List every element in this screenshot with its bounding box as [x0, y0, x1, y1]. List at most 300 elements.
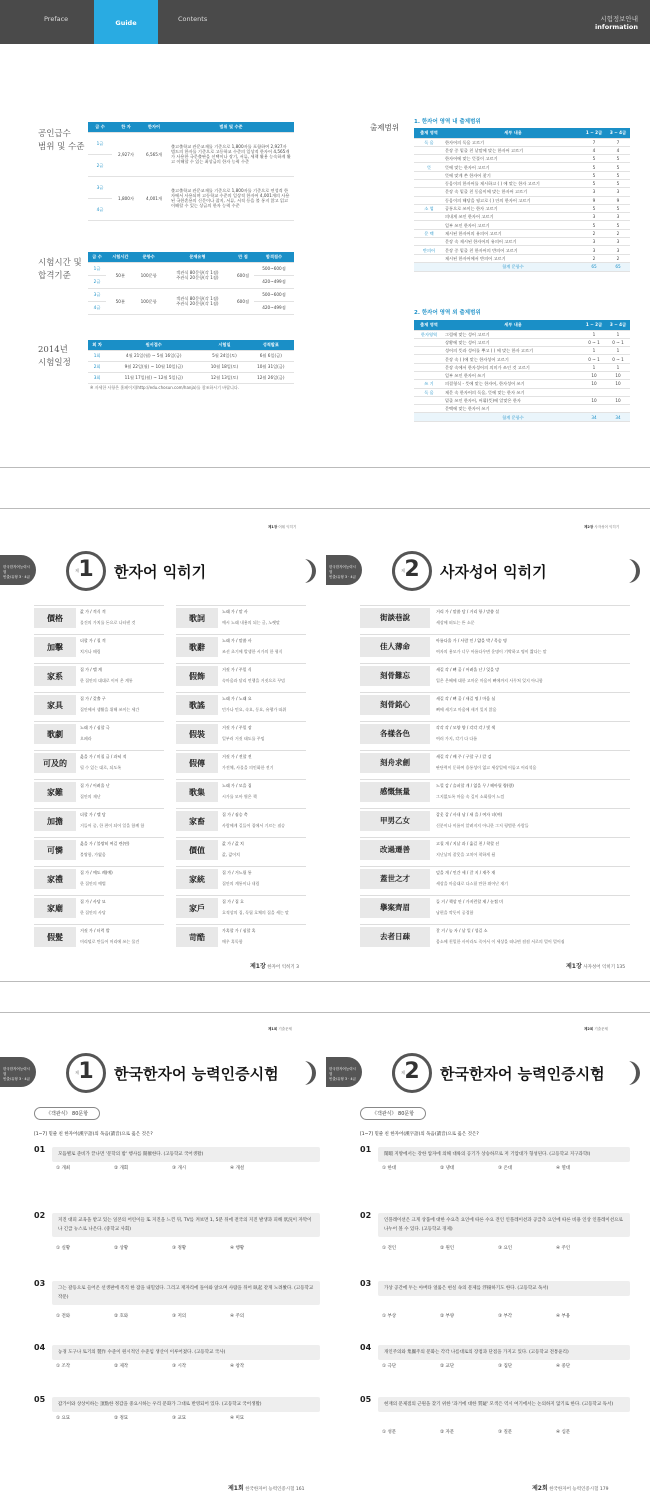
hanja-word: 歌集 [176, 782, 218, 802]
answer-option[interactable]: ② 자문 [440, 1430, 455, 1435]
range-cell: 10 [606, 396, 630, 404]
answer-option[interactable]: ① 개최 [56, 1166, 71, 1171]
range-cell: 소 업 [414, 204, 444, 212]
schedule-cell: 2회 [88, 361, 106, 372]
vocab-pages [0, 508, 650, 982]
question-number: 05 [360, 1395, 372, 1404]
chapter-tag-left: 제1장 어휘 익히기 [268, 525, 297, 529]
exam-tag-left: 제1회 기출문제 [268, 1027, 292, 1031]
hanja-word: 家廟 [34, 898, 76, 918]
range-cell: 1 [606, 347, 630, 355]
table-header: 세부 내용 [444, 128, 582, 138]
word-meaning: 머리털로 만들어 머리에 쓰는 물건 [80, 939, 140, 944]
section2-title: 2. 한자어 영역 외 출제범위 [414, 310, 481, 316]
table-row [414, 380, 630, 388]
answer-option[interactable]: ③ 질문 [498, 1430, 513, 1435]
range-cell [414, 213, 444, 221]
answer-option[interactable]: ④ 개설 [230, 1166, 245, 1171]
range-cell [414, 179, 444, 187]
question-number: 02 [360, 1211, 372, 1220]
word-meaning: 그지없도록 마음 속 깊이 소회될어 느낌 [436, 794, 505, 799]
table-header: 한 자 [112, 122, 140, 132]
table-row [414, 338, 630, 346]
hanja-reading: 고칠 개 / 지날 과 / 옮길 천 / 착할 선 [436, 841, 500, 846]
hanja-reading: 노래 가 / 말 사 [222, 609, 248, 614]
total-cell: 65 [606, 262, 630, 271]
hanja-word: 歌辭 [176, 637, 218, 657]
hanja-reading: 옳을 가 / 미칠 급 / 과녁 적 [80, 754, 127, 759]
range-cell: 문장 속 ( )에 맞는 한자성어 고르기 [444, 355, 582, 363]
range-cell [414, 413, 444, 422]
answer-option[interactable]: ③ 집단 [498, 1364, 513, 1369]
table-header: 문항수 [135, 252, 163, 262]
range-cell [414, 146, 444, 154]
answer-option[interactable]: ② 상황 [114, 1246, 129, 1251]
hanja-word: 加擊 [34, 637, 76, 657]
answer-options [56, 1363, 288, 1369]
type-line: 주관식 20문항(각 1점) [176, 275, 219, 280]
answer-option[interactable]: ③ 부각 [498, 1314, 513, 1319]
range-cell: 10 [582, 380, 606, 388]
info-en: information [595, 23, 638, 31]
vocab-entry [360, 779, 630, 804]
word-meaning: 매우 혹독함 [222, 939, 243, 944]
range-cell [606, 405, 630, 413]
answer-option[interactable]: ② 교단 [440, 1364, 455, 1369]
range-cell: 그림에 맞는 성어 고르기 [444, 330, 582, 338]
hanja-reading: 더할 가 / 멜 담 [80, 812, 106, 817]
answer-option[interactable]: ① 견인 [382, 1246, 397, 1251]
schedule-cell: 12월 26일(금) [248, 372, 294, 383]
nav-guide[interactable]: Guide [94, 0, 158, 44]
range-cell: 반의어 [414, 246, 444, 254]
range-cell: 5 [582, 163, 606, 171]
hanja-word: 家禮 [34, 869, 76, 889]
level-desc-cell: 출고출학교 관문교재를 기준으로 1,800자를 포함하여 2,927자 범드의 한자를 기준으로 고등학교 수준의 일상적 한자어 4,565개가 사용한 국문출판을 선택이나 장기, 서류, 세책 활용 능숙하게 활고 이해할 수 있는 최상급의 한자 능력 수준 [168, 132, 294, 176]
hanja-word: 刻骨難忘 [360, 666, 430, 686]
schedule-cell: 4월 21일(월) ~ 5월 16일(금) [106, 350, 201, 361]
answer-option[interactable]: ④ 창작 [230, 1364, 245, 1369]
answer-options [56, 1313, 288, 1319]
range-cell: 3 [606, 213, 630, 221]
table-row [414, 229, 630, 237]
hanja-word: 家畜 [176, 811, 218, 831]
table-row [414, 238, 630, 246]
vocab-entry [176, 605, 306, 630]
range-cell: 10 [582, 371, 606, 379]
hanja-word: 假裝 [176, 724, 218, 744]
hanja-reading: 집 가 / 갖출 구 [80, 696, 106, 701]
table-header: 만 점 [232, 252, 254, 262]
answer-option[interactable]: ③ 온대 [498, 1166, 513, 1171]
schedule-cell: 6월 6일(금) [248, 350, 294, 361]
vocab-entry [360, 605, 630, 630]
info-ko: 시험정보안내 [600, 15, 638, 23]
answer-option[interactable]: ① 조작 [56, 1364, 71, 1369]
range-cell: 3 [582, 213, 606, 221]
hanja-word: 刻舟求劍 [360, 753, 430, 773]
vocab-entry [176, 895, 306, 920]
answer-option[interactable]: ② 개회 [114, 1166, 129, 1171]
table-row [414, 355, 630, 363]
answer-options [382, 1165, 614, 1171]
hanja-word: 家戶 [176, 898, 218, 918]
hanja-reading: 새길 각 / 뼈 골 / 새길 명 / 마음 심 [436, 696, 496, 701]
hanja-reading: 집 가 / 사당 묘 [80, 899, 106, 904]
char-count-cell: 2,927자 [112, 132, 140, 176]
pass-score-cell: 500~600점 [254, 262, 294, 275]
table-row [414, 138, 630, 146]
hanja-word: 家系 [34, 666, 76, 686]
range-cell: 9 [582, 196, 606, 204]
table-header: 성적발표 [248, 340, 294, 350]
vocab-entry [176, 634, 306, 659]
answer-option[interactable]: ② 호와 [114, 1314, 129, 1319]
table-row [414, 155, 630, 163]
level-desc-cell: 출고출학교 관문교재를 기준으로 1,800자를 기준으로 연성격 한자에서 사용되며 고등학교 수준의 일상적 한자어 4,001개의 사용된 국한혼용의 신문이나 잡지, 서류, 서적 등을 볼 통지 않고 읽고 이해할 수 있는 상급의 한자 능력 수준 [168, 176, 294, 220]
footer-left: 제1회 한국한자어 능력인증시험 161 [228, 1485, 305, 1492]
answer-option[interactable]: ① 극단 [382, 1364, 397, 1369]
table-row [88, 361, 294, 372]
answer-option[interactable]: ② 냉대 [440, 1166, 455, 1171]
range-cell: 한자어에 맞는 뜻풀이 고르기 [444, 155, 582, 163]
table-row [414, 363, 630, 371]
word-meaning: 시가를 모아 엮은 책 [222, 794, 257, 799]
word-meaning: 사람에게 길들어 집에서 기르는 짐승 [222, 823, 286, 828]
vocab-entry [34, 866, 164, 891]
vocab-entry [34, 692, 164, 717]
grade-cell: 3급 [88, 288, 106, 301]
hanja-word: 甲男乙女 [360, 811, 430, 831]
range-cell: 5 [606, 221, 630, 229]
section2-table [414, 320, 630, 422]
answer-option[interactable]: ④ 주의 [230, 1314, 245, 1319]
range-cell: 2 [606, 229, 630, 237]
vocab-entry [360, 721, 630, 746]
range-cell: 제문 속 한자어의 독음, 뜻에 맞는 한자 쓰기 [444, 388, 582, 396]
type-line: 객관식 80문항(각 1점) [176, 296, 219, 301]
answer-option[interactable]: ① 요묘 [56, 1416, 71, 1421]
hanja-reading: 노래 가 / 심할 극 [80, 725, 110, 730]
hanja-reading: 집 가 / 집 호 [222, 899, 244, 904]
range-cell: 1 [606, 363, 630, 371]
grade-cell: 1급 [88, 262, 106, 275]
table-header: 시험일 [201, 340, 247, 350]
grade-table [88, 122, 294, 221]
hanja-reading: 느낄 감 / 슬퍼할 개 / 없을 무 / 헤아릴 량(량) [436, 783, 514, 788]
table-row [414, 254, 630, 262]
answer-option[interactable]: ④ 행황 [230, 1246, 245, 1251]
chapter-title-right: 사자성어 익히기 [440, 563, 547, 581]
hanja-reading: 갈 거 / 놈 자 / 날 일 / 성길 소 [436, 928, 488, 933]
range-cell: 5 [606, 179, 630, 187]
nav-preface[interactable]: Preface [44, 15, 69, 23]
hanja-word: 改過遷善 [360, 840, 430, 860]
hanja-reading: 노래 가 / 말씀 사 [222, 638, 252, 643]
question-text: 개인주의와 集團주의 문화는 각각 나름대로의 장점과 단점을 가지고 있다. (고등학교 전통윤리) [378, 1345, 630, 1360]
section1-table [414, 128, 630, 272]
range-cell [414, 371, 444, 379]
hanja-word: 價值 [176, 840, 218, 860]
answer-option[interactable]: ② 원인 [440, 1246, 455, 1251]
hanja-reading: 가혹할 가 / 심할 혹 [222, 928, 256, 933]
guide-page [0, 0, 650, 468]
range-cell [414, 262, 444, 271]
vocab-entry [176, 866, 306, 891]
word-meaning: 여자의 용모가 너무 아름다우면 운명이 기박하고 명이 짧다는 말 [436, 649, 547, 654]
range-cell [414, 196, 444, 204]
answer-option[interactable]: ② 부양 [440, 1314, 455, 1319]
range-cell [414, 221, 444, 229]
hanja-reading: 값 가 / 값 치 [222, 841, 244, 846]
question-number: 01 [360, 1145, 372, 1154]
range-cell: 2 [582, 229, 606, 237]
hanja-reading: 집 가 / 어려울 난 [80, 783, 110, 788]
footer-left: 제1장 한자어 익히기 3 [250, 963, 300, 970]
instruction-right: [1~7] 밑줄 친 한자어(漢字語)의 독음(讀音)으로 옳은 것은? [360, 1132, 479, 1137]
hanja-reading: 새길 각 / 뼈 골 / 어려울 난 / 잊을 망 [436, 667, 500, 672]
word-meaning: 치거나 때림 [80, 649, 101, 654]
answer-option[interactable]: ① 한대 [382, 1166, 397, 1171]
range-cell: 뜻 [414, 163, 444, 171]
range-cell: 밑줄 쓰인 한자어, 어휘(뜻)에 알맞은 한자 [444, 396, 582, 404]
table-row [414, 371, 630, 379]
hanja-reading: 집 가 / 맬 계 [80, 667, 102, 672]
answer-option[interactable]: ③ 저의 [172, 1314, 187, 1319]
question-text: 지진 대피 교육을 받고 있는 일본의 어린이들 또 지진을 느낀 뒤, TV를 켜보면 1, 5분 뒤에 전국의 지진 발생과 피해 狀況이 자막이나 긴급 뉴스로 나온다. (중학교 사회) [52, 1213, 320, 1237]
vocab-entry [360, 837, 630, 862]
chapter-circle-left: 제 1 [66, 551, 106, 591]
answer-option[interactable]: ① 부상 [382, 1314, 397, 1319]
answer-option[interactable]: ③ 시작 [172, 1364, 187, 1369]
vocab-entry [34, 750, 164, 775]
hanja-reading: 아름다울 가 / 사람 인 / 얇을 박 / 목숨 명 [436, 638, 507, 643]
range-cell: 1 [582, 347, 606, 355]
vocab-entry [360, 750, 630, 775]
hanja-reading: 갑옷 갑 / 사내 남 / 새 을 / 여자 녀(여) [436, 812, 503, 817]
range-cell: 1 [582, 330, 606, 338]
range-cell: 9 [606, 196, 630, 204]
objective-label-left: 《객관식》 80문항 [34, 1107, 100, 1120]
vocab-entry [176, 779, 306, 804]
table-header: 합격점수 [254, 252, 294, 262]
range-cell [414, 355, 444, 363]
hanja-word: 歌詞 [176, 608, 218, 628]
footer-right: 제2회 한국한자어 능력인증시험 179 [532, 1485, 609, 1492]
hanja-reading: 집 가 / 예도 례(예) [80, 870, 113, 875]
word-meaning: 몸소에 친밀한 사이라도 죽어서 이 세상을 떠나면 점점 서로의 멀어 멀어짐 [436, 939, 565, 944]
range-cell: 제시된 한자어에서 반의어 고르기 [444, 254, 582, 262]
grade-cell: 2급 [88, 154, 112, 176]
hanja-word: 歌劇 [34, 724, 76, 744]
range-cell: 문맥에 맞는 한자어 쓰기 [444, 405, 582, 413]
range-cell: 4 [606, 146, 630, 154]
schedule-note: ※ 자세한 사항은 홈페이지(http://edu.chosun.com/hanja)를 참조하시기 바랍니다. [90, 385, 240, 390]
type-cell [163, 288, 232, 314]
hanja-word: 去者日疎 [360, 927, 430, 947]
range-cell: 3 [582, 238, 606, 246]
range-cell: 3 [582, 188, 606, 196]
word-meaning: 한 집안의 예법 [80, 881, 106, 886]
answer-option[interactable]: ② 제작 [114, 1364, 129, 1369]
hanja-word: 家難 [34, 782, 76, 802]
range-cell: 일부 쓰인 한자어 쓰기 [444, 371, 582, 379]
hanja-reading: 값 가 / 격식 격 [80, 609, 106, 614]
table-header: 시험시간 [106, 252, 134, 262]
info-header [595, 15, 638, 31]
answer-option[interactable]: ④ 부용 [556, 1314, 571, 1319]
answer-option[interactable]: ③ 교묘 [172, 1416, 187, 1421]
range-cell: 문장 중 밑줄 친 한자어의 반의어 고르기 [444, 246, 582, 254]
table-row [414, 188, 630, 196]
word-meaning: 예시 노래 내용의 되는 글, 노랫말 [222, 620, 280, 625]
range-cell: 7 [582, 138, 606, 146]
answer-option[interactable]: ④ 중단 [556, 1364, 571, 1369]
question-text: 농경 도구나 토기의 製作 수준이 원시적인 수준임 생산이 이루어졌다. (고등학교 국사) [52, 1345, 320, 1360]
table-header: 3 ~ 4급 [606, 128, 630, 138]
exam-title-left: 한국한자어 능력인증시험 [114, 1065, 279, 1083]
range-cell: 쓰 기 [414, 380, 444, 388]
total-cell: 합계 문항수 [444, 413, 582, 422]
word-meaning: 속마음과 달리 언행을 거짓으로 꾸밈 [222, 678, 286, 683]
range-cell [414, 363, 444, 371]
table-header: 범위 및 수준 [168, 122, 294, 132]
hanja-reading: 거짓 가 / 전할 전 [222, 754, 252, 759]
range-cell [414, 338, 444, 346]
vocab-entry [34, 837, 164, 862]
pass-score-cell: 500~600점 [254, 288, 294, 301]
range-cell: 5 [582, 171, 606, 179]
table-header: 급 수 [88, 252, 106, 262]
chapter-circle-right: 제 2 [392, 551, 432, 591]
instruction-left: [1~7] 밑줄 친 한자어(漢字語)의 독음(讀音)으로 옳은 것은? [34, 1132, 153, 1137]
range-cell: 의내게 쓰인 한자어 고르기 [444, 213, 582, 221]
word-meaning: 지난날의 잘못을 고치어 착하게 됨 [436, 852, 496, 857]
hanja-word: 各樣各色 [360, 724, 430, 744]
answer-options [382, 1363, 614, 1369]
count-cell: 100문항 [135, 288, 163, 314]
range-cell: 5 [606, 155, 630, 163]
vocab-entry [34, 634, 164, 659]
word-meaning: 세상을 마음대로 다스릴 만한 뛰어난 재기 [436, 881, 509, 886]
exam-title-right: 한국한자어 능력인증시험 [440, 1065, 605, 1083]
answer-option[interactable]: ③ 정황 [172, 1246, 187, 1251]
answer-option[interactable]: ④ 심문 [556, 1430, 571, 1435]
word-meaning: 여러 가지, 각기 다 다름 [436, 736, 478, 741]
vocab-entry [176, 924, 306, 949]
table-row [414, 246, 630, 254]
grade-cell: 1급 [88, 132, 112, 154]
range-cell [414, 155, 444, 163]
pass-score-cell: 420~499점 [254, 301, 294, 314]
grade-cell: 4급 [88, 301, 106, 314]
range-cell: 공통으로 쓰이는 한자 고르기 [444, 204, 582, 212]
hanja-word: 街談巷說 [360, 608, 430, 628]
range-cell: 3 [606, 246, 630, 254]
grade-cell: 3급 [88, 176, 112, 198]
hanja-word: 感慨無量 [360, 782, 430, 802]
table-row [88, 176, 294, 198]
table-row [414, 146, 630, 154]
answer-option[interactable]: ④ 미묘 [230, 1416, 245, 1421]
total-row [414, 413, 630, 422]
schedule-cell: 3회 [88, 372, 106, 383]
answer-option[interactable]: ① 실황 [56, 1246, 71, 1251]
full-score-cell: 600점 [232, 288, 254, 314]
range-cell: 5 [606, 204, 630, 212]
hanja-word: 價格 [34, 608, 76, 628]
range-cell [606, 388, 630, 396]
range-cell [414, 396, 444, 404]
chapter-title-left: 한자어 익히기 [114, 563, 207, 581]
hanja-reading: 노래 가 / 노래 요 [222, 696, 252, 701]
range-cell [414, 254, 444, 262]
answer-option[interactable]: ④ 주인 [556, 1246, 571, 1251]
answer-option[interactable]: ③ 개시 [172, 1166, 187, 1171]
question-number: 05 [34, 1395, 46, 1404]
question-number: 04 [360, 1343, 372, 1352]
hanja-word: 蓋世之才 [360, 869, 430, 889]
grade-cell: 2급 [88, 275, 106, 288]
vocab-entry [360, 895, 630, 920]
vocab-entry [176, 663, 306, 688]
table-row [414, 163, 630, 171]
answer-option[interactable]: ② 정묘 [114, 1416, 129, 1421]
table-row [414, 221, 630, 229]
question-text: 갑가이와 상상이하는 頂點한 정감을 중요시하는 우리 문화가 그대로 반영되어 있다. (고등학교 국어생활) [52, 1397, 320, 1412]
range-cell: 문장 중 밑줄 친 낱말에 맞는 한자어 고르기 [444, 146, 582, 154]
range-cell: 1 [606, 330, 630, 338]
range-cell: 3 [582, 246, 606, 254]
word-meaning: 가전체, 사물을 의인화한 전기 [222, 765, 274, 770]
side-tab-left: 한국한자어능력시험 빈출/유형 3 · 4급 [0, 555, 36, 585]
range-cell: 2 [582, 254, 606, 262]
table-header: 출제 영역 [414, 320, 444, 330]
vocab-entry [360, 634, 630, 659]
range-cell: 5 [582, 221, 606, 229]
question-text: 그는 갈등으로 들어온 선생판에 족직 한 잠을 내밀었다. 그리고 재자리에 돌아와 앉으며 사람을 뒤어 臥起 같게 노려봤다. (고등학교 작문) [52, 1281, 320, 1305]
question-text: 현재의 문제점의 근원을 찾기 위한 '과거에 대한 質疑' 모색은 역시 여기에서는 논의하지 않기로 한다. (고등학교 독서) [378, 1397, 630, 1412]
answer-option[interactable]: ① 성문 [382, 1430, 397, 1435]
answer-option[interactable]: ③ 요인 [498, 1246, 513, 1251]
word-meaning: 민가나 민요, 속요, 동요, 유행가 따위 [222, 707, 287, 712]
answer-option[interactable]: ④ 열대 [556, 1166, 571, 1171]
schedule-cell: 5월 24일(토) [201, 350, 247, 361]
vocab-entry [360, 692, 630, 717]
answer-option[interactable]: ① 전와 [56, 1314, 71, 1319]
schedule-cell: 11월 17일(월) ~ 12월 5일(금) [106, 372, 201, 383]
hanja-word: 家具 [34, 695, 76, 715]
vocab-entry [176, 837, 306, 862]
range-cell: 0 ~ 1 [606, 338, 630, 346]
question-text: 인플레이션은 크게 상품에 대한 수요측 요인에 따른 수요 견인 인플레이션과 공급측 요인에 따른 비용 인상 인플레이션으로 나누어 볼 수 있다. (고등학교 경제) [378, 1213, 630, 1237]
hanja-reading: 덮을 개 / 인간 세 / 갈 지 / 재주 재 [436, 870, 496, 875]
schedule-cell: 10월 31일(금) [248, 361, 294, 372]
side-tab-left: 한국한자어능력시험 빈출/유형 3 · 4급 [0, 1057, 36, 1087]
range-cell: 0 ~ 1 [582, 338, 606, 346]
table-row [88, 288, 294, 301]
nav-contents[interactable]: Contents [178, 15, 208, 23]
table-header: 3 ~ 4급 [606, 320, 630, 330]
range-cell: 독 음 [414, 138, 444, 146]
label-grade: 공인급수 범위 및 수준 [38, 129, 85, 152]
table-row [414, 204, 630, 212]
vocab-entry [176, 750, 306, 775]
range-cell: 독 음 [414, 388, 444, 396]
vocab-entry [34, 808, 164, 833]
range-cell: 5 [582, 179, 606, 187]
total-cell: 합계 문항수 [444, 262, 582, 271]
